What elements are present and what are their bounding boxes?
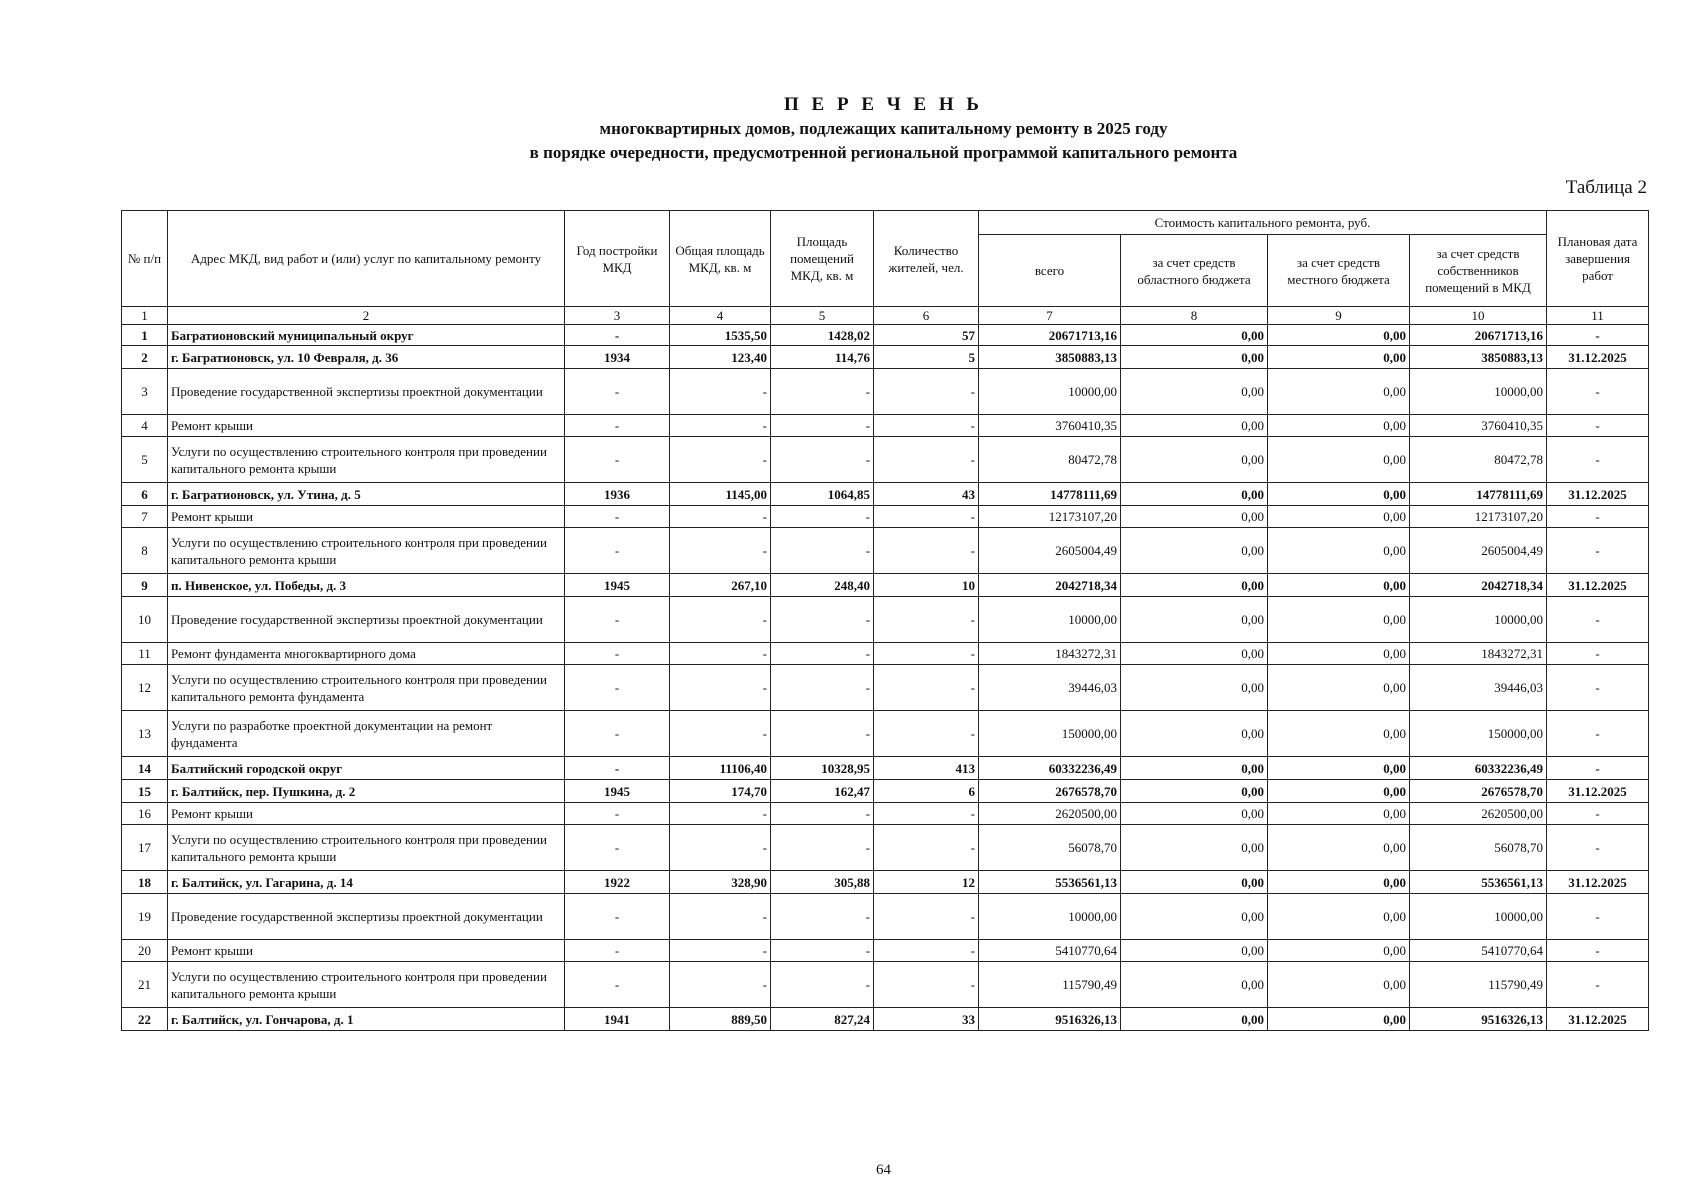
table-row — [122, 871, 1649, 894]
row-cost-total: 20671713,16 — [979, 325, 1121, 346]
table-row — [122, 528, 1649, 574]
row-cost-regional: 0,00 — [1121, 940, 1268, 962]
row-year: - — [565, 597, 670, 643]
row-year: - — [565, 825, 670, 871]
row-total-area: 267,10 — [670, 574, 771, 597]
header-address: Адрес МКД, вид работ и (или) услуг по капитальному ремонту — [168, 211, 565, 307]
table-row — [122, 757, 1649, 780]
row-premises-area: 1064,85 — [771, 483, 874, 506]
page-number: 64 — [876, 1162, 891, 1178]
row-total-area: - — [670, 597, 771, 643]
row-cost-regional: 0,00 — [1121, 437, 1268, 483]
row-cost-local: 0,00 — [1268, 940, 1410, 962]
header-cost-owners: за счет средств собственников помещений в МКД — [1410, 235, 1547, 307]
row-cost-owners: 56078,70 — [1410, 825, 1547, 871]
row-year: - — [565, 803, 670, 825]
row-premises-area: 827,24 — [771, 1008, 874, 1031]
row-planned-date: - — [1547, 665, 1649, 711]
row-cost-regional: 0,00 — [1121, 757, 1268, 780]
row-cost-local: 0,00 — [1268, 483, 1410, 506]
row-residents: 12 — [874, 871, 979, 894]
row-cost-regional: 0,00 — [1121, 346, 1268, 369]
row-premises-area: - — [771, 962, 874, 1008]
row-cost-regional: 0,00 — [1121, 325, 1268, 346]
row-planned-date: 31.12.2025 — [1547, 346, 1649, 369]
row-cost-regional: 0,00 — [1121, 1008, 1268, 1031]
row-number: 15 — [122, 780, 168, 803]
row-address: Проведение государственной экспертизы проектной документации — [168, 597, 565, 643]
row-cost-regional: 0,00 — [1121, 894, 1268, 940]
row-planned-date: 31.12.2025 — [1547, 483, 1649, 506]
row-address: Ремонт фундамента многоквартирного дома — [168, 643, 565, 665]
row-number: 16 — [122, 803, 168, 825]
row-year: 1934 — [565, 346, 670, 369]
row-year: - — [565, 643, 670, 665]
row-year: - — [565, 962, 670, 1008]
row-cost-total: 3850883,13 — [979, 346, 1121, 369]
row-residents: - — [874, 940, 979, 962]
row-residents: 43 — [874, 483, 979, 506]
row-number: 6 — [122, 483, 168, 506]
row-cost-regional: 0,00 — [1121, 871, 1268, 894]
row-cost-owners: 2605004,49 — [1410, 528, 1547, 574]
header-cost-total: всего — [979, 235, 1121, 307]
row-premises-area: 1428,02 — [771, 325, 874, 346]
column-number: 2 — [168, 307, 565, 325]
row-premises-area: - — [771, 711, 874, 757]
row-cost-total: 5536561,13 — [979, 871, 1121, 894]
row-total-area: - — [670, 711, 771, 757]
table-row — [122, 825, 1649, 871]
row-number: 7 — [122, 506, 168, 528]
header-premises-area: Площадь помещений МКД, кв. м — [771, 211, 874, 307]
row-address: Услуги по осуществлению строительного контроля при проведении капитального ремонта крыши — [168, 825, 565, 871]
row-cost-total: 115790,49 — [979, 962, 1121, 1008]
row-residents: - — [874, 711, 979, 757]
row-total-area: - — [670, 803, 771, 825]
row-planned-date: - — [1547, 757, 1649, 780]
column-number: 8 — [1121, 307, 1268, 325]
row-address: Услуги по осуществлению строительного контроля при проведении капитального ремонта фундамента — [168, 665, 565, 711]
row-cost-owners: 5410770,64 — [1410, 940, 1547, 962]
row-cost-local: 0,00 — [1268, 643, 1410, 665]
row-planned-date: 31.12.2025 — [1547, 574, 1649, 597]
row-residents: - — [874, 437, 979, 483]
row-address: Проведение государственной экспертизы проектной документации — [168, 894, 565, 940]
row-cost-local: 0,00 — [1268, 962, 1410, 1008]
table-row — [122, 962, 1649, 1008]
row-total-area: - — [670, 825, 771, 871]
header-num: № п/п — [122, 211, 168, 307]
row-cost-regional: 0,00 — [1121, 528, 1268, 574]
row-total-area: - — [670, 962, 771, 1008]
row-cost-owners: 115790,49 — [1410, 962, 1547, 1008]
row-address: Ремонт крыши — [168, 415, 565, 437]
row-planned-date: - — [1547, 940, 1649, 962]
row-total-area: - — [670, 369, 771, 415]
row-cost-regional: 0,00 — [1121, 962, 1268, 1008]
row-planned-date: - — [1547, 506, 1649, 528]
row-planned-date: - — [1547, 597, 1649, 643]
row-residents: 10 — [874, 574, 979, 597]
row-total-area: 174,70 — [670, 780, 771, 803]
row-cost-local: 0,00 — [1268, 711, 1410, 757]
row-premises-area: 114,76 — [771, 346, 874, 369]
row-cost-total: 56078,70 — [979, 825, 1121, 871]
row-residents: - — [874, 825, 979, 871]
row-premises-area: - — [771, 825, 874, 871]
row-cost-local: 0,00 — [1268, 665, 1410, 711]
row-cost-total: 10000,00 — [979, 369, 1121, 415]
row-premises-area: - — [771, 528, 874, 574]
table-row — [122, 1008, 1649, 1031]
row-number: 22 — [122, 1008, 168, 1031]
row-cost-owners: 14778111,69 — [1410, 483, 1547, 506]
row-total-area: - — [670, 643, 771, 665]
row-premises-area: - — [771, 665, 874, 711]
row-number: 13 — [122, 711, 168, 757]
row-total-area: 11106,40 — [670, 757, 771, 780]
row-cost-owners: 20671713,16 — [1410, 325, 1547, 346]
row-number: 19 — [122, 894, 168, 940]
row-year: - — [565, 437, 670, 483]
row-planned-date: - — [1547, 369, 1649, 415]
table-row — [122, 325, 1649, 346]
header-cost-group: Стоимость капитального ремонта, руб. — [979, 211, 1547, 235]
document-title: П Е Р Е Ч Е Н Ь — [784, 94, 983, 115]
row-total-area: 1145,00 — [670, 483, 771, 506]
row-cost-total: 2605004,49 — [979, 528, 1121, 574]
row-number: 18 — [122, 871, 168, 894]
row-residents: 6 — [874, 780, 979, 803]
row-planned-date: - — [1547, 894, 1649, 940]
row-cost-regional: 0,00 — [1121, 369, 1268, 415]
table-row — [122, 894, 1649, 940]
row-cost-total: 10000,00 — [979, 597, 1121, 643]
row-year: - — [565, 415, 670, 437]
row-residents: 5 — [874, 346, 979, 369]
table-row — [122, 483, 1649, 506]
row-total-area: - — [670, 528, 771, 574]
row-cost-local: 0,00 — [1268, 528, 1410, 574]
header-planned-date: Плановая дата завершения работ — [1547, 211, 1649, 307]
row-total-area: 1535,50 — [670, 325, 771, 346]
column-number: 11 — [1547, 307, 1649, 325]
row-cost-total: 12173107,20 — [979, 506, 1121, 528]
table-row — [122, 415, 1649, 437]
row-cost-local: 0,00 — [1268, 894, 1410, 940]
row-residents: - — [874, 506, 979, 528]
row-cost-local: 0,00 — [1268, 825, 1410, 871]
table-row — [122, 643, 1649, 665]
row-cost-local: 0,00 — [1268, 325, 1410, 346]
row-residents: 413 — [874, 757, 979, 780]
row-cost-regional: 0,00 — [1121, 597, 1268, 643]
header-cost-local: за счет средств местного бюджета — [1268, 235, 1410, 307]
row-cost-regional: 0,00 — [1121, 780, 1268, 803]
table-row — [122, 940, 1649, 962]
row-planned-date: - — [1547, 437, 1649, 483]
row-planned-date: - — [1547, 643, 1649, 665]
row-cost-owners: 2042718,34 — [1410, 574, 1547, 597]
table-row — [122, 780, 1649, 803]
row-premises-area: 162,47 — [771, 780, 874, 803]
row-address: Проведение государственной экспертизы проектной документации — [168, 369, 565, 415]
row-premises-area: - — [771, 415, 874, 437]
row-address: г. Багратионовск, ул. Утина, д. 5 — [168, 483, 565, 506]
row-number: 5 — [122, 437, 168, 483]
row-cost-owners: 12173107,20 — [1410, 506, 1547, 528]
row-cost-regional: 0,00 — [1121, 711, 1268, 757]
row-cost-owners: 80472,78 — [1410, 437, 1547, 483]
row-cost-regional: 0,00 — [1121, 574, 1268, 597]
row-year: - — [565, 665, 670, 711]
row-total-area: - — [670, 506, 771, 528]
row-cost-total: 9516326,13 — [979, 1008, 1121, 1031]
row-year: - — [565, 757, 670, 780]
row-total-area: - — [670, 665, 771, 711]
row-number: 3 — [122, 369, 168, 415]
row-cost-local: 0,00 — [1268, 1008, 1410, 1031]
row-total-area: - — [670, 437, 771, 483]
row-year: - — [565, 528, 670, 574]
table-label: Таблица 2 — [1565, 177, 1647, 198]
row-planned-date: - — [1547, 825, 1649, 871]
column-number: 9 — [1268, 307, 1410, 325]
row-address: Ремонт крыши — [168, 940, 565, 962]
row-total-area: - — [670, 894, 771, 940]
table-row — [122, 574, 1649, 597]
row-cost-owners: 2620500,00 — [1410, 803, 1547, 825]
row-cost-owners: 10000,00 — [1410, 369, 1547, 415]
row-cost-owners: 39446,03 — [1410, 665, 1547, 711]
row-year: - — [565, 711, 670, 757]
row-address: п. Нивенское, ул. Победы, д. 3 — [168, 574, 565, 597]
row-address: Услуги по осуществлению строительного контроля при проведении капитального ремонта крыши — [168, 437, 565, 483]
row-year: - — [565, 506, 670, 528]
row-premises-area: - — [771, 894, 874, 940]
row-cost-local: 0,00 — [1268, 757, 1410, 780]
row-cost-owners: 10000,00 — [1410, 894, 1547, 940]
row-year: 1936 — [565, 483, 670, 506]
column-number-row — [122, 307, 1649, 325]
document-subtitle-line2: в порядке очередности, предусмотренной региональной программой капитального ремонта — [529, 143, 1238, 162]
column-number: 4 — [670, 307, 771, 325]
row-number: 12 — [122, 665, 168, 711]
row-residents: - — [874, 894, 979, 940]
row-cost-local: 0,00 — [1268, 871, 1410, 894]
row-cost-total: 80472,78 — [979, 437, 1121, 483]
table-row — [122, 369, 1649, 415]
row-number: 17 — [122, 825, 168, 871]
row-cost-owners: 9516326,13 — [1410, 1008, 1547, 1031]
row-address: г. Балтийск, ул. Гончарова, д. 1 — [168, 1008, 565, 1031]
column-number: 10 — [1410, 307, 1547, 325]
row-address: Услуги по осуществлению строительного контроля при проведении капитального ремонта крыши — [168, 962, 565, 1008]
row-cost-owners: 1843272,31 — [1410, 643, 1547, 665]
row-address: г. Багратионовск, ул. 10 Февраля, д. 36 — [168, 346, 565, 369]
header-cost-regional: за счет средств областного бюджета — [1121, 235, 1268, 307]
row-number: 20 — [122, 940, 168, 962]
table-row — [122, 711, 1649, 757]
row-cost-total: 2042718,34 — [979, 574, 1121, 597]
row-cost-local: 0,00 — [1268, 803, 1410, 825]
row-year: 1945 — [565, 780, 670, 803]
column-number: 6 — [874, 307, 979, 325]
row-number: 4 — [122, 415, 168, 437]
row-premises-area: 10328,95 — [771, 757, 874, 780]
row-cost-local: 0,00 — [1268, 346, 1410, 369]
row-residents: - — [874, 528, 979, 574]
row-planned-date: - — [1547, 325, 1649, 346]
row-cost-owners: 10000,00 — [1410, 597, 1547, 643]
row-residents: - — [874, 415, 979, 437]
row-residents: - — [874, 962, 979, 1008]
table-row — [122, 437, 1649, 483]
table-row — [122, 346, 1649, 369]
row-cost-owners: 2676578,70 — [1410, 780, 1547, 803]
row-planned-date: 31.12.2025 — [1547, 871, 1649, 894]
row-premises-area: - — [771, 597, 874, 643]
row-cost-local: 0,00 — [1268, 780, 1410, 803]
row-total-area: 123,40 — [670, 346, 771, 369]
row-planned-date: - — [1547, 962, 1649, 1008]
row-residents: - — [874, 597, 979, 643]
row-year: - — [565, 369, 670, 415]
row-residents: - — [874, 665, 979, 711]
row-premises-area: - — [771, 506, 874, 528]
row-cost-owners: 5536561,13 — [1410, 871, 1547, 894]
row-total-area: - — [670, 940, 771, 962]
table-row — [122, 506, 1649, 528]
row-premises-area: 305,88 — [771, 871, 874, 894]
row-address: г. Балтийск, пер. Пушкина, д. 2 — [168, 780, 565, 803]
row-premises-area: - — [771, 369, 874, 415]
row-premises-area: - — [771, 803, 874, 825]
row-cost-regional: 0,00 — [1121, 803, 1268, 825]
document-subtitle-line1: многоквартирных домов, подлежащих капитальному ремонту в 2025 году — [599, 119, 1168, 138]
row-planned-date: - — [1547, 528, 1649, 574]
row-cost-local: 0,00 — [1268, 437, 1410, 483]
row-number: 21 — [122, 962, 168, 1008]
row-year: 1941 — [565, 1008, 670, 1031]
row-cost-total: 60332236,49 — [979, 757, 1121, 780]
row-cost-total: 14778111,69 — [979, 483, 1121, 506]
repair-table — [121, 210, 1649, 1031]
row-residents: 33 — [874, 1008, 979, 1031]
row-premises-area: - — [771, 643, 874, 665]
column-number: 3 — [565, 307, 670, 325]
row-number: 14 — [122, 757, 168, 780]
row-residents: - — [874, 643, 979, 665]
header-year: Год постройки МКД — [565, 211, 670, 307]
row-cost-local: 0,00 — [1268, 369, 1410, 415]
row-cost-regional: 0,00 — [1121, 825, 1268, 871]
row-cost-owners: 3850883,13 — [1410, 346, 1547, 369]
header-residents: Количество жителей, чел. — [874, 211, 979, 307]
row-cost-regional: 0,00 — [1121, 506, 1268, 528]
row-premises-area: - — [771, 437, 874, 483]
row-residents: 57 — [874, 325, 979, 346]
column-number: 7 — [979, 307, 1121, 325]
row-planned-date: - — [1547, 415, 1649, 437]
column-number: 1 — [122, 307, 168, 325]
row-number: 11 — [122, 643, 168, 665]
row-cost-local: 0,00 — [1268, 415, 1410, 437]
row-total-area: 889,50 — [670, 1008, 771, 1031]
table-row — [122, 803, 1649, 825]
row-residents: - — [874, 369, 979, 415]
row-cost-regional: 0,00 — [1121, 665, 1268, 711]
header-total-area: Общая площадь МКД, кв. м — [670, 211, 771, 307]
row-cost-total: 150000,00 — [979, 711, 1121, 757]
row-number: 8 — [122, 528, 168, 574]
row-address: Багратионовский муниципальный округ — [168, 325, 565, 346]
row-planned-date: - — [1547, 711, 1649, 757]
row-planned-date: - — [1547, 803, 1649, 825]
row-planned-date: 31.12.2025 — [1547, 1008, 1649, 1031]
row-cost-owners: 60332236,49 — [1410, 757, 1547, 780]
row-cost-local: 0,00 — [1268, 597, 1410, 643]
row-cost-regional: 0,00 — [1121, 415, 1268, 437]
row-address: Ремонт крыши — [168, 803, 565, 825]
row-number: 9 — [122, 574, 168, 597]
row-cost-owners: 3760410,35 — [1410, 415, 1547, 437]
table-body — [122, 325, 1649, 1031]
row-cost-regional: 0,00 — [1121, 643, 1268, 665]
row-total-area: - — [670, 415, 771, 437]
row-cost-total: 39446,03 — [979, 665, 1121, 711]
row-planned-date: 31.12.2025 — [1547, 780, 1649, 803]
table-row — [122, 597, 1649, 643]
column-number: 5 — [771, 307, 874, 325]
row-address: Ремонт крыши — [168, 506, 565, 528]
row-address: Услуги по осуществлению строительного контроля при проведении капитального ремонта крыши — [168, 528, 565, 574]
row-cost-local: 0,00 — [1268, 506, 1410, 528]
row-number: 2 — [122, 346, 168, 369]
row-total-area: 328,90 — [670, 871, 771, 894]
row-cost-regional: 0,00 — [1121, 483, 1268, 506]
table-row — [122, 665, 1649, 711]
row-year: - — [565, 325, 670, 346]
row-cost-total: 5410770,64 — [979, 940, 1121, 962]
row-year: 1922 — [565, 871, 670, 894]
row-number: 10 — [122, 597, 168, 643]
row-year: 1945 — [565, 574, 670, 597]
row-residents: - — [874, 803, 979, 825]
row-premises-area: 248,40 — [771, 574, 874, 597]
row-address: г. Балтийск, ул. Гагарина, д. 14 — [168, 871, 565, 894]
row-address: Балтийский городской округ — [168, 757, 565, 780]
row-cost-total: 1843272,31 — [979, 643, 1121, 665]
row-premises-area: - — [771, 940, 874, 962]
row-number: 1 — [122, 325, 168, 346]
row-address: Услуги по разработке проектной документации на ремонт фундамента — [168, 711, 565, 757]
row-cost-owners: 150000,00 — [1410, 711, 1547, 757]
row-year: - — [565, 894, 670, 940]
row-cost-total: 3760410,35 — [979, 415, 1121, 437]
row-year: - — [565, 940, 670, 962]
row-cost-total: 2620500,00 — [979, 803, 1121, 825]
row-cost-total: 10000,00 — [979, 894, 1121, 940]
row-cost-total: 2676578,70 — [979, 780, 1121, 803]
row-cost-local: 0,00 — [1268, 574, 1410, 597]
